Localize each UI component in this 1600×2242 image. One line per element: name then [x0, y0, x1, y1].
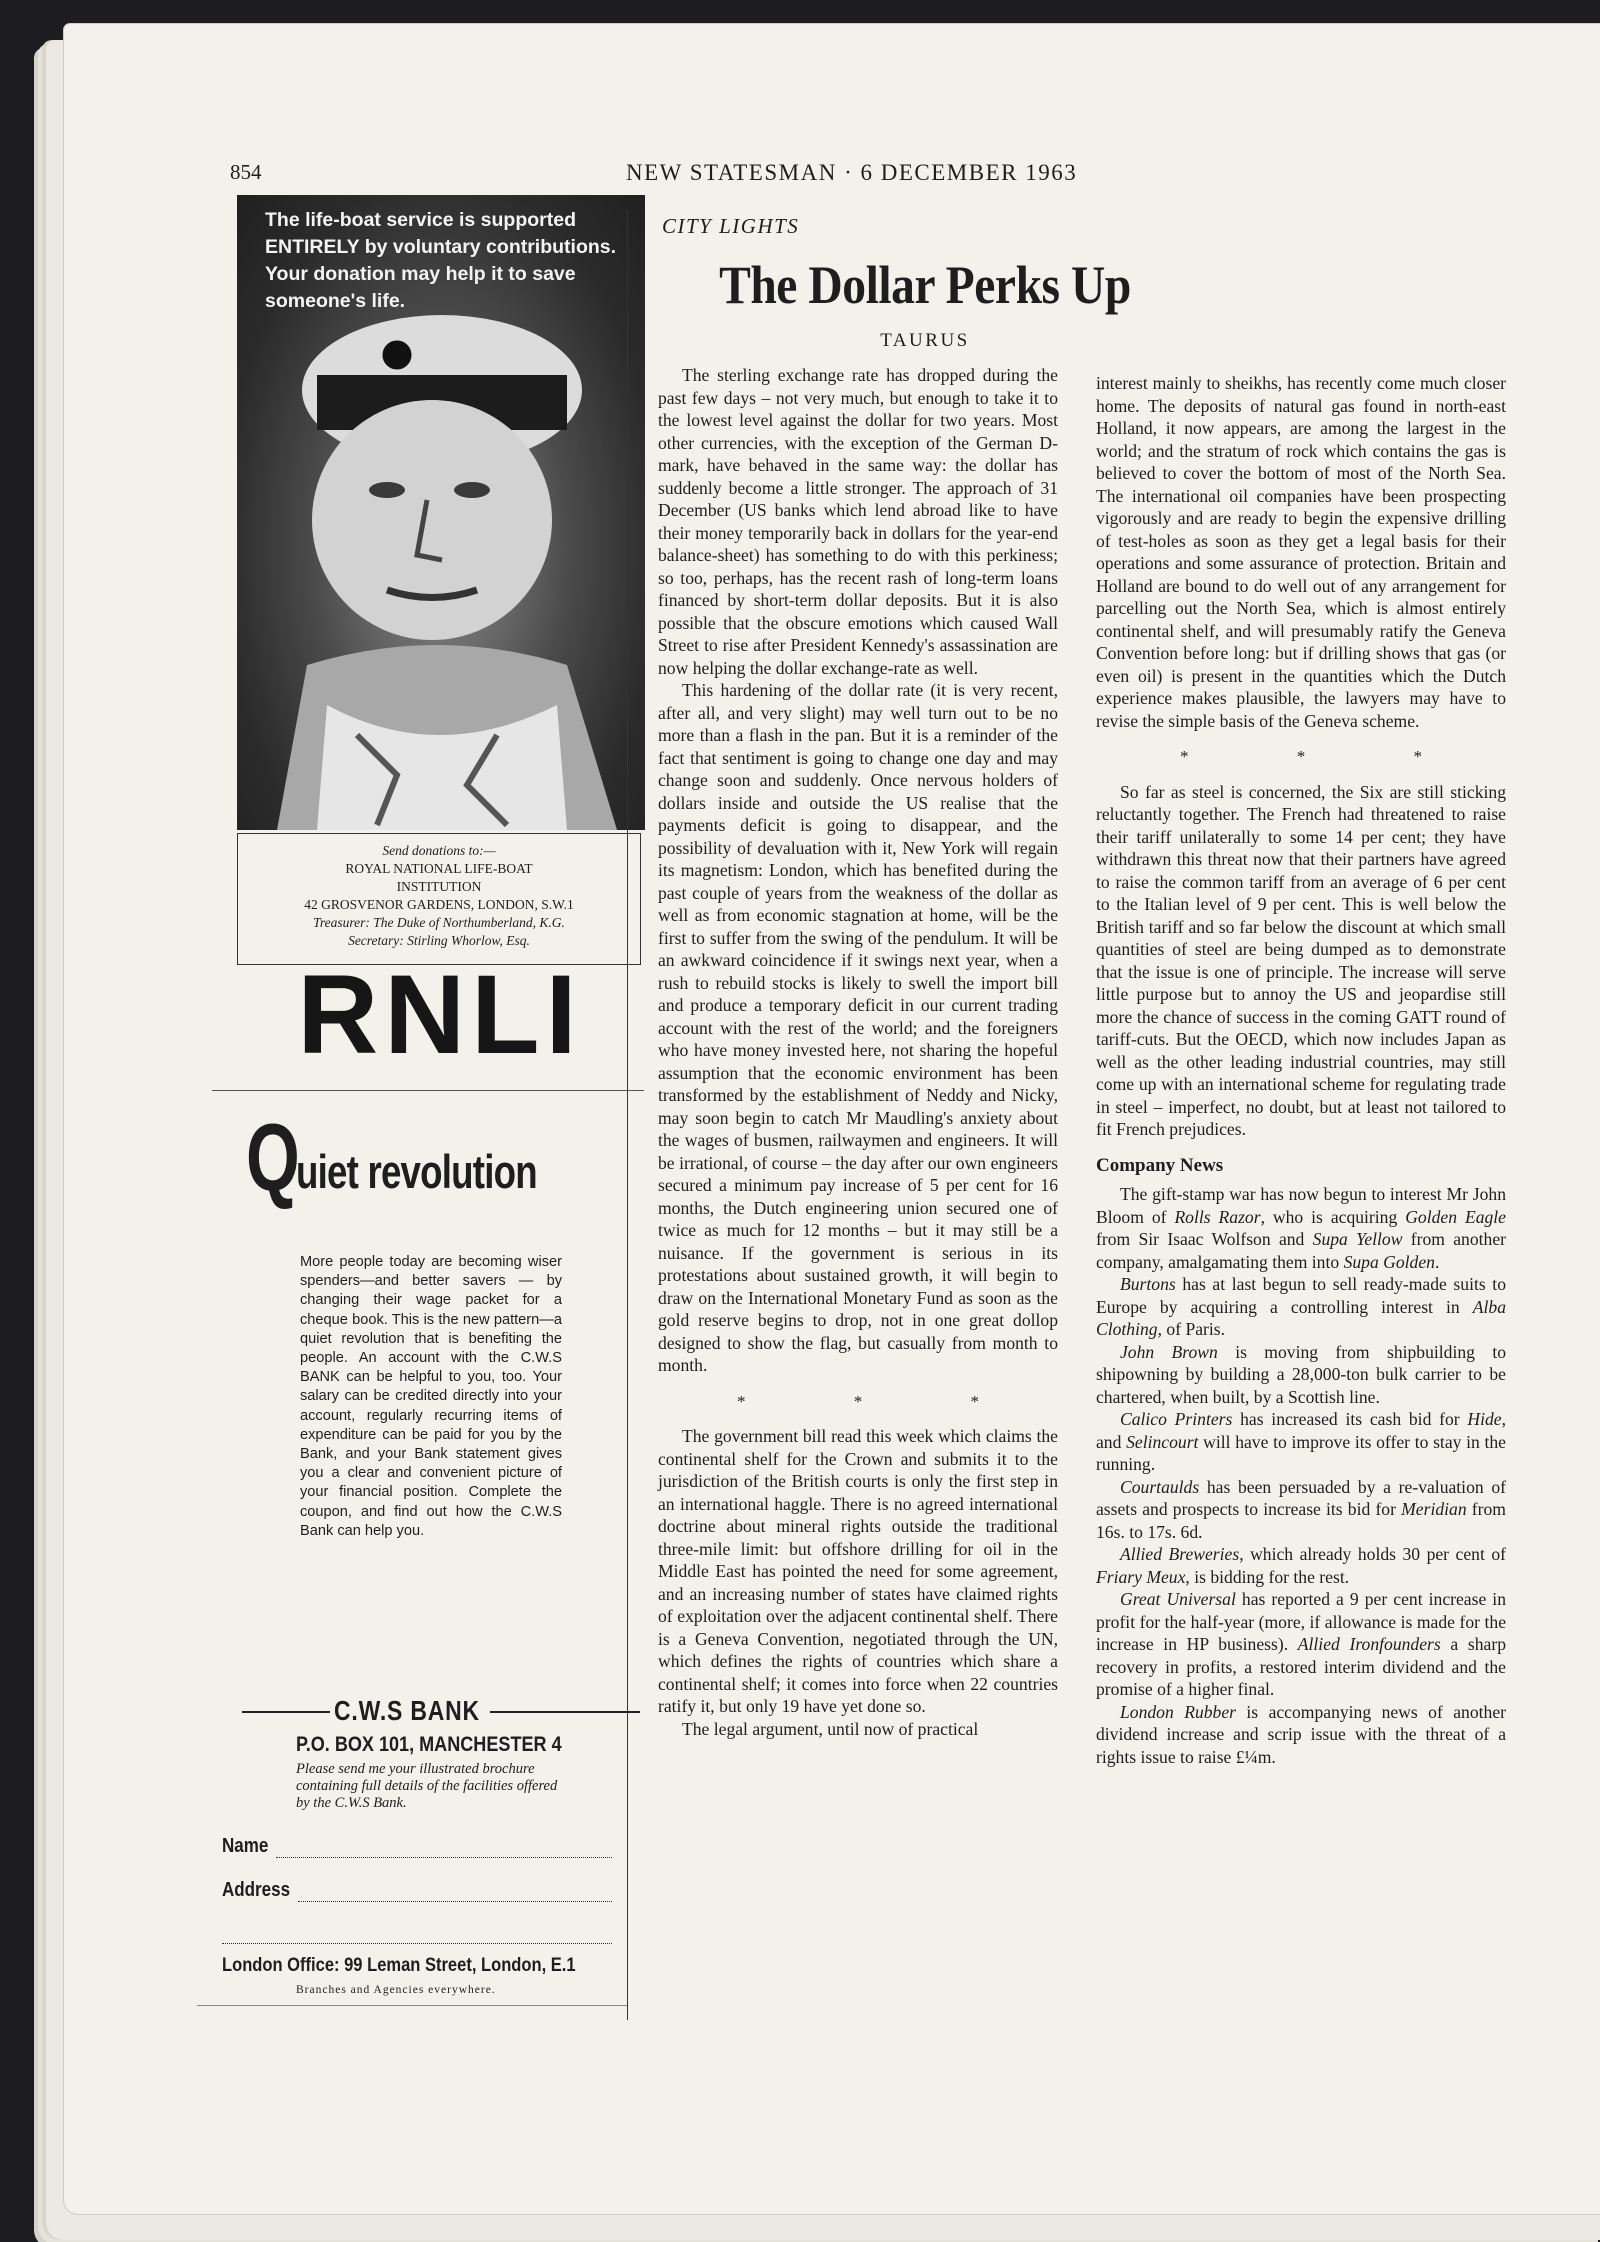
- paragraph: The sterling exchange rate has dropped during the past few days – not very much, but enough to take it to the lowest level against the dollar for two years. Most other currencies, with the exception of the German D-mark, have behaved in the same way: the dollar has suddenly become a little stronger. The approach of 31 December (US banks which lend abroad like to have their money temporarily back in dollars for the year-end balance-sheet) has something to do with this perkiness; so too, perhaps, has the recent rash of long-term loans financed by short-term dollar deposits. But it is also possible that the obscure emotions which caused Wall Street to rise after President Kennedy's assassination are now helping the dollar exchange-rate as well.: [658, 365, 1058, 678]
- rule-left: [242, 1711, 330, 1713]
- coupon-extra-row: [222, 1921, 612, 1951]
- donation-line: 42 GROSVENOR GARDENS, LONDON, S.W.1: [304, 897, 574, 912]
- paragraph: The government bill read this week which claims the continental shelf for the Crown and submits it to the jurisdiction of the British courts is only the first step in an international haggle. There is no agreed international doctrine about mineral rights outside the traditional three-mile limit: but offshore drilling for oil in the Middle East has pointed the need for some agreement, and an increasing number of states have claimed rights of exploitation over the adjacent continental shelf. There is a Geneva Convention, negotiated through the UN, which defines the rights of countries which share a continental shelf; it comes into force when 22 countries ratify it, but only 19 have yet done so.: [658, 1426, 1058, 1716]
- branches-note: Branches and Agencies everywhere.: [296, 1984, 496, 1996]
- coupon-name-row: [222, 1835, 612, 1865]
- name-label: Name: [222, 1835, 269, 1857]
- lifeboat-man-photo: [237, 195, 645, 830]
- company-news-item: Great Universal has reported a 9 per cent increase in profit for the half-year (more, if allowance is made for the increase in HP business). Allied Ironfounders a sharp recovery in profits, a restored interim dividend and the promise of a higher final.: [1096, 1589, 1507, 1699]
- bank-name: C.W.S BANK: [334, 1695, 480, 1726]
- quiet-revolution-title: [246, 1104, 646, 1211]
- company-news-subhead: Company News: [1096, 1154, 1224, 1176]
- company-news-item: Burtons has at last begun to sell ready-made suits to Europe by acquiring a controlling interest in Alba Clothing, of Paris.: [1096, 1274, 1506, 1339]
- bank-name-row: [242, 1695, 640, 1729]
- donation-line: ROYAL NATIONAL LIFE-BOAT: [345, 861, 533, 876]
- coupon-address-row: [222, 1879, 612, 1909]
- paragraph: So far as steel is concerned, the Six are still sticking reluctantly together. The French had threatened to raise their tariff unilaterally to some 14 per cent; they have withdrawn this threat now that their partners have agreed to raise the common tariff from an average of 6 per cent to the Italian level of 9 per cent. This is well below the British tariff and so far below the discount at which small quantities of steel are being dumped as to demonstrate that the issue is one of principle. The increase will serve little purpose but to annoy the US and jeopardise still more the chance of success in the coming GATT round of tariff-cuts. But the OECD, which now includes Japan as well as the other leading industrial countries, may still come up with an international scheme for regulating trade in steel – imperfect, no doubt, but at least not tailored to fit French prejudices.: [1096, 781, 1506, 1139]
- company-news-item: Allied Breweries, which already holds 30 per cent of Friary Meux, is bidding for the rest.: [1096, 1544, 1506, 1587]
- masthead: NEW STATESMAN · 6 DECEMBER 1963: [626, 160, 1078, 185]
- name-field[interactable]: [276, 1857, 612, 1858]
- section-break-stars: * * *: [737, 1391, 1031, 1411]
- donation-line: Treasurer: The Duke of Northumberland, K.G.: [313, 915, 565, 930]
- company-news-item: The gift-stamp war has now begun to interest Mr John Bloom of Rolls Razor, who is acquiring Golden Eagle from Sir Isaac Wolfson and Supa Yellow from another company, amalgamating them into Supa Golden.: [1096, 1184, 1506, 1272]
- paragraph: interest mainly to sheikhs, has recently come much closer home. The deposits of natural gas found in north-east Holland, it now appears, are among the largest in the world; and the stratum of rock which contains the gas is believed to cover the bottom of most of the North Sea. The international oil companies have been prospecting vigorously and are ready to begin the expensive drilling of test-holes as soon as they get a legal basis for their operations and some assurance of protection. Britain and Holland are bound to do well out of any arrangement for parcelling out the North Sea, which is almost entirely continental shelf, and will presumably ratify the Geneva Convention before long: but if drilling shows that gas (or even oil) is present in the quantities which the Dutch experience makes plausible, the lawyers may have to revise the simple basis of the Geneva scheme.: [1096, 373, 1506, 731]
- company-news-item: John Brown is moving from shipbuilding to shipowning by building a 28,000-ton bulk carrier to be chartered, when built, by a Scottish line.: [1096, 1341, 1506, 1407]
- company-news-item: London Rubber is accompanying news of another dividend increase and scrip issue with the threat of a rights issue to raise £¼m.: [1096, 1701, 1506, 1767]
- paragraph: This hardening of the dollar rate (it is very recent, after all, and very slight) may well turn out to be no more than a flash in the pan. But it is a reminder of the fact that sentiment is going to change one day and may change soon and suddenly. Once nervous holders of dollars inside and outside the US realise that the payments deficit is going to disappear, and the possibility of devaluation with it, New York will regain its magnetism: London, which has benefited during the past couple of years from the weakness of the dollar as well as from economic stagnation at home, will be the first to suffer from the swing of the pendulum. It will be an awkward coincidence if it swings next year, when a rush to rebuild stocks is likely to swell the import bill and produce a temporary deficit in our current trading account with the rest of the world; and the foreigners who have money invested here, not sharing the hopeful assumption that the economic environment has been transformed by the establishment of Neddy and Nicky, may soon begin to catch Mr Maudling's anxiety about the wages of busmen, railwaymen and engineers. It will be irrational, of course – the day after our own engineers secured a minimum pay increase of 5 per cent for 16 months, the Dutch engineering union secured one of twice as much for 12 months – but it may still be a nuisance. If the government is serious in its protestations about sustained growth, it will begin to draw on the International Monetary Fund as soon as the gold reserve begins to drop, not in one great dollop designed to show the flag, but casually from month to month.: [658, 680, 1058, 1375]
- article-column-2: [1096, 372, 1506, 1768]
- title-initial: Q: [246, 1104, 300, 1211]
- running-head: [230, 160, 1120, 194]
- article-column-1: [658, 364, 1058, 1740]
- title-rest: uiet revolution: [296, 1145, 537, 1198]
- donation-line: Send donations to:—: [382, 843, 496, 858]
- rnli-appeal-text: The life-boat service is supported ENTIRELY by voluntary contributions. Your donation may help it to save someone's life.: [265, 209, 617, 312]
- bank-address: P.O. BOX 101, MANCHESTER 4: [296, 1733, 562, 1756]
- column-rule: [627, 210, 628, 2020]
- rnli-logo: RNLI: [297, 952, 583, 1077]
- company-news-item: Courtaulds has been persuaded by a re-valuation of assets and prospects to increase its bid for Meridian from 16s. to 17s. 6d.: [1096, 1476, 1506, 1542]
- column-kicker: CITY LIGHTS: [662, 214, 800, 238]
- ad-bottom-rule: [197, 2005, 627, 2006]
- section-break-stars: * * *: [1180, 747, 1474, 766]
- ad-divider: [212, 1090, 644, 1091]
- donation-line: Secretary: Stirling Whorlow, Esq.: [348, 933, 530, 948]
- rule-right: [490, 1711, 640, 1713]
- address-field[interactable]: [298, 1901, 612, 1902]
- address-field-line2[interactable]: [222, 1943, 612, 1944]
- company-news-item: Calico Printers has increased its cash bid for Hide, and Selincourt will have to improve its offer to stay in the running.: [1096, 1409, 1507, 1474]
- page-number: 854: [230, 160, 262, 184]
- article-byline: TAURUS: [880, 330, 970, 351]
- london-office: London Office: 99 Leman Street, London, E.1: [222, 1955, 576, 1976]
- paragraph: The legal argument, until now of practical: [682, 1718, 979, 1739]
- donation-line: INSTITUTION: [396, 879, 482, 894]
- donation-address-box: [237, 833, 641, 965]
- address-label: Address: [222, 1879, 291, 1901]
- bank-ad-body: More people today are becoming wiser spenders—and better savers — by changing their wage packet for a cheque book. This is the new pattern—a quiet revolution that is benefiting the people. An account with the C.W.S BANK can be helpful to you, too. Your salary can be credited directly into your account, regularly recurring items of expenditure can be paid for you by the Bank, and your Bank statement gives you a clear and convenient picture of your financial position. Complete the coupon, and find out how the C.W.S Bank can help you.: [300, 1254, 562, 1539]
- article-headline: The Dollar Perks Up: [719, 255, 1131, 315]
- sailor-portrait-image: [237, 305, 645, 830]
- coupon-note: Please send me your illustrated brochure containing full details of the facilities offered by the C.W.S Bank.: [296, 1761, 558, 1811]
